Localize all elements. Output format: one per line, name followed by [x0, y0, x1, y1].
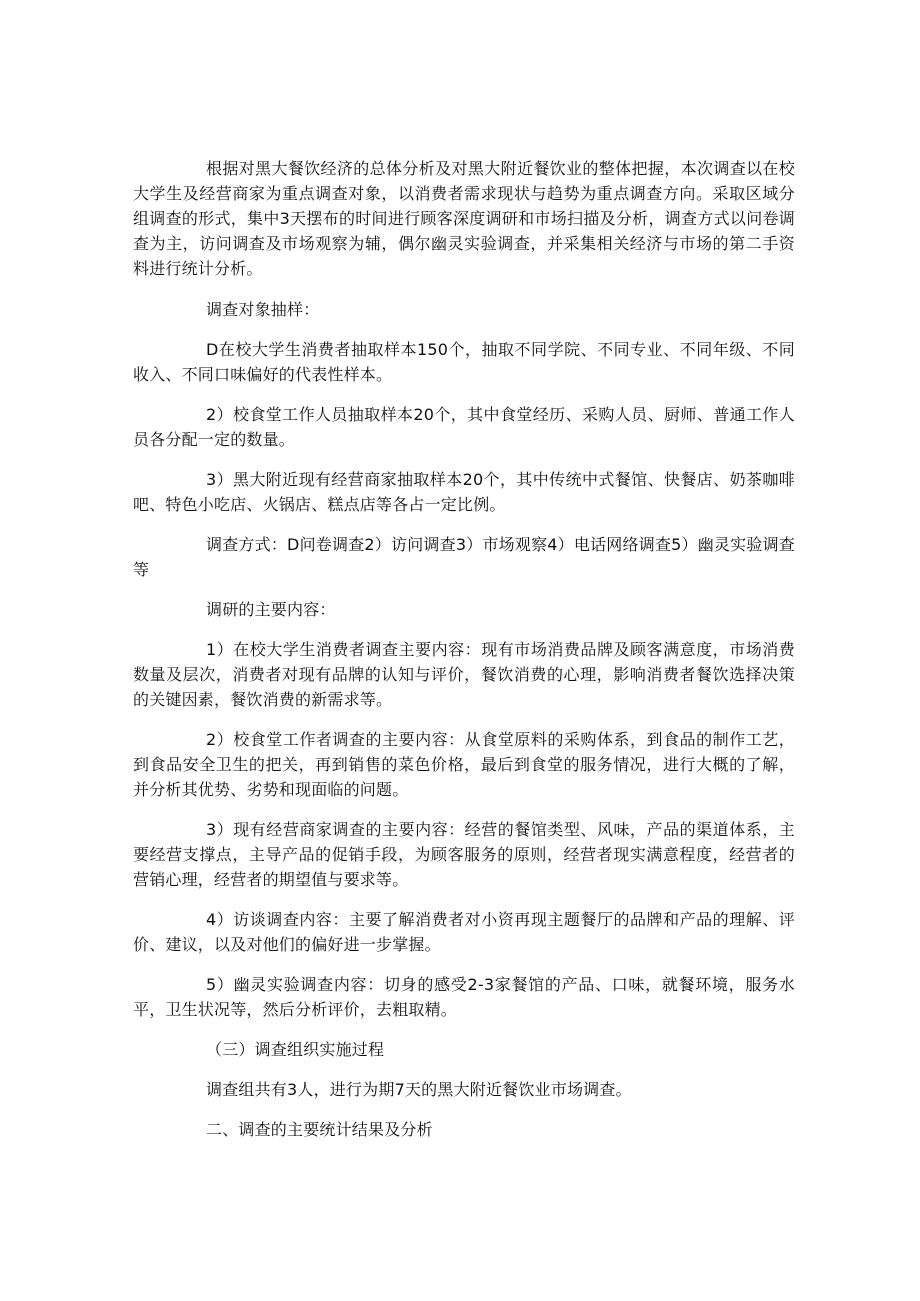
content-item-ghost-experiment: 5）幽灵实验调查内容：切身的感受2-3家餐馆的产品、口味，就餐环境，服务水平，卫生状况等，然后分析评价，去粗取精。 [133, 975, 795, 1019]
research-content-heading: 调研的主要内容： [206, 600, 336, 619]
content-item-interviews: 4）访谈调查内容：主要了解消费者对小资再现主题餐厅的品牌和产品的理解、评价、建议，以及对他们的偏好进一步掌握。 [133, 910, 795, 954]
team-paragraph: 调查组共有3人，进行为期7天的黑大附近餐饮业市场调查。 [206, 1080, 632, 1099]
document-body [133, 156, 795, 1157]
sample-item-merchants: 3）黑大附近现有经营商家抽取样本20个，其中传统中式餐馆、快餐店、奶茶咖啡吧、特色小吃店、火锅店、糕点店等各占一定比例。 [133, 470, 795, 514]
section-heading-implementation: （三）调查组织实施过程 [206, 1040, 385, 1059]
sample-item-students: D在校大学生消费者抽取样本150个，抽取不同学院、不同专业、不同年级、不同收入、不同口味偏好的代表性样本。 [133, 340, 795, 384]
content-item-merchants: 3）现有经营商家调查的主要内容：经营的餐馆类型、风味，产品的渠道体系，主要经营支撑点，主导产品的促销手段，为顾客服务的原则，经营者现实满意程度，经营者的营销心理，经营者的期望值与要求等。 [133, 820, 795, 889]
sampling-heading: 调查对象抽样： [206, 300, 320, 319]
section-heading-results: 二、调查的主要统计结果及分析 [206, 1120, 433, 1139]
intro-paragraph: 根据对黑大餐饮经济的总体分析及对黑大附近餐饮业的整体把握，本次调查以在校大学生及经营商家为重点调查对象，以消费者需求现状与趋势为重点调查方向。采取区域分组调查的形式，集中3天摆布的时间进行顾客深度调研和市场扫描及分析，调查方式以问卷调查为主，访问调查及市场观察为辅，偶尔幽灵实验调查，并采集相关经济与市场的第二手资料进行统计分析。 [133, 159, 795, 278]
content-item-canteen: 2）校食堂工作者调查的主要内容：从食堂原料的采购体系，到食品的制作工艺，到食品安全卫生的把关，再到销售的菜色价格，最后到食堂的服务情况，进行大概的了解，并分析其优势、劣势和现面临的问题。 [133, 730, 795, 799]
content-item-students: 1）在校大学生消费者调查主要内容：现有市场消费品牌及顾客满意度，市场消费数量及层次，消费者对现有品牌的认知与评价，餐饮消费的心理，影响消费者餐饮选择决策的关键因素，餐饮消费的新需求等。 [133, 640, 795, 709]
sample-item-canteen-staff: 2）校食堂工作人员抽取样本20个，其中食堂经历、采购人员、厨师、普通工作人员各分配一定的数量。 [133, 405, 795, 449]
survey-methods-paragraph: 调查方式：D问卷调查2）访问调查3）市场观察4）电话网络调查5）幽灵实验调查等 [133, 535, 795, 579]
